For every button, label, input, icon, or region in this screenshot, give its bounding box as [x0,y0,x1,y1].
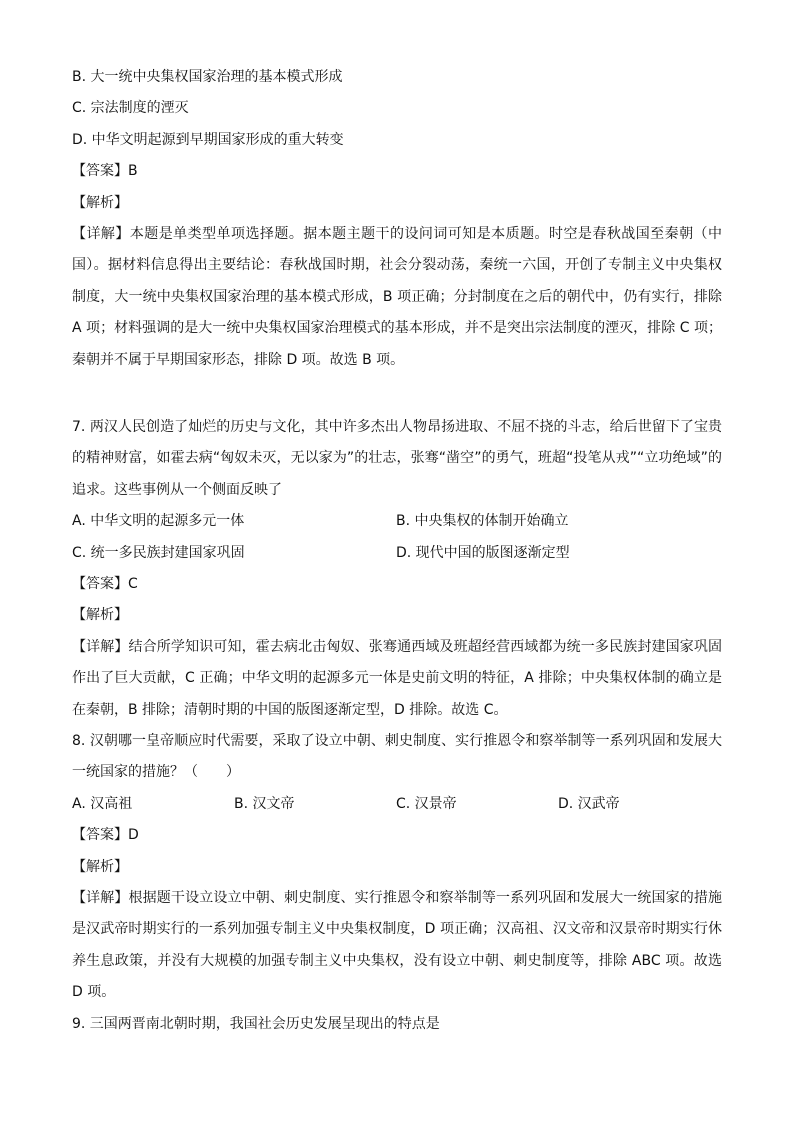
q9-stem: 9. 三国两晋南北朝时期，我国社会历史发展呈现出的特点是 [72,1015,440,1032]
q7-analysis-label: 【解析】 [72,607,128,624]
q8-stem: 8. 汉朝哪一皇帝顺应时代需要，采取了设立中朝、刺史制度、实行推恩令和察举制等一系列巩固和发展大一统国家的措施？（ ） [72,732,722,781]
q8-options-row [72,789,722,820]
q7-options-row-2 [72,538,722,569]
q7-detail: 【详解】结合所学知识可知，霍去病北击匈奴、张骞通西域及班超经营西域都为统一多民族封建国家巩固作出了巨大贡献，C 正确；中华文明的起源多元一体是史前文明的特征，A 排除；中央集权体制的确立是在秦朝，B 排除；清朝时期的中国的版图逐渐定型，D 排除。故选 C。 [72,638,722,718]
q7-option-b: B. 中央集权的体制开始确立 [396,513,569,530]
q6-option-c: C. 宗法制度的湮灭 [72,100,189,117]
q6-analysis-label: 【解析】 [72,194,128,211]
section-gap [72,376,722,412]
q8-option-b: B. 汉文帝 [234,795,295,812]
q7-option-a: A. 中华文明的起源多元一体 [72,513,245,530]
q8-option-c: C. 汉景帝 [396,795,457,812]
q7-option-d: D. 现代中国的版图逐渐定型 [396,544,570,561]
q8-analysis-label: 【解析】 [72,858,128,875]
q8-option-a: A. 汉高祖 [72,795,133,812]
q8-detail: 【详解】根据题干设立设立中朝、刺史制度、实行推恩令和察举制等一系列巩固和发展大一统国家的措施是汉武帝时期实行的一系列加强专制主义中央集权制度，D 项正确；汉高祖、汉文帝和汉景帝时期实行休养生息政策，并没有大规模的加强专制主义中央集权，没有设立中朝、刺史制度等，排除 ABC 项。故选 D 项。 [72,889,722,1001]
q7-option-c: C. 统一多民族封建国家巩固 [72,544,245,561]
q6-detail: 【详解】本题是单类型单项选择题。据本题主题干的设问词可知是本质题。时空是春秋战国至秦朝（中国）。据材料信息得出主要结论：春秋战国时期，社会分裂动荡，秦统一六国，开创了专制主义中央集权制度，大一统中央集权国家治理的基本模式形成，B 项正确；分封制度在之后的朝代中，仍有实行，排除 A 项；材料强调的是大一统中央集权国家治理模式的基本形成，并不是突出宗法制度的湮灭，排除 C 项；秦朝并不属于早期国家形态，排除 D 项。故选 B 项。 [72,225,722,368]
q8-option-d: D. 汉武帝 [558,795,620,812]
q7-answer: 【答案】C [72,575,138,592]
q6-answer: 【答案】B [72,163,138,180]
q6-option-b: B. 大一统中央集权国家治理的基本模式形成 [72,69,343,85]
document-page [72,62,722,1040]
q6-option-d: D. 中华文明起源到早期国家形成的重大转变 [72,131,344,148]
q8-answer: 【答案】D [72,827,139,844]
q7-stem: 7. 两汉人民创造了灿烂的历史与文化，其中许多杰出人物昂扬进取、不屈不挠的斗志，给后世留下了宝贵的精神财富，如霍去病“匈奴未灭，无以家为”的壮志，张骞“凿空”的勇气，班超“投笔从戎”“立功绝域”的追求。这些事例从一个侧面反映了 [72,418,722,498]
q7-options-row-1 [72,506,722,537]
